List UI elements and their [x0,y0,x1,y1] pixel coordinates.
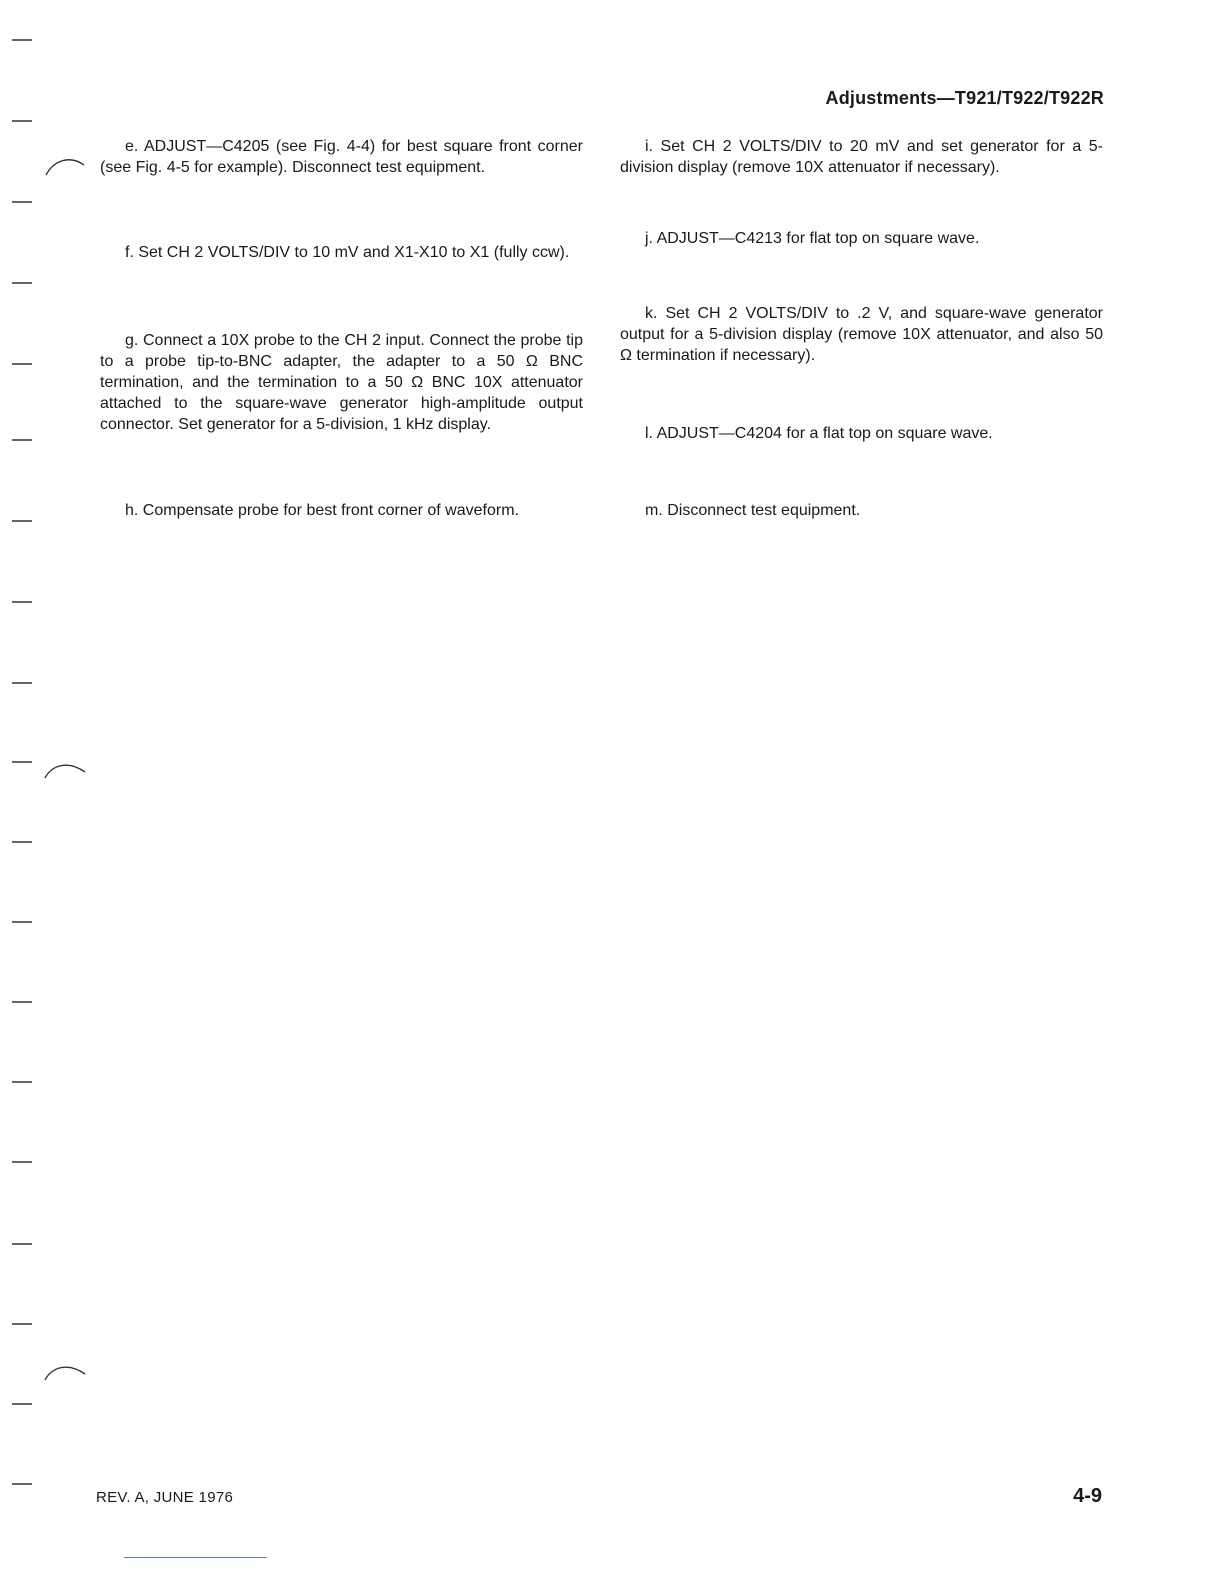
step-j-text: j. ADJUST—C4213 for flat top on square wave. [645,230,980,247]
page-header-title: Adjustments—T921/T922/T922R [825,88,1104,108]
binder-margin-marks [0,0,100,1584]
step-i-text: i. Set CH 2 VOLTS/DIV to 20 mV and set generator for a 5-division display (remove 10X attenuator if necessary). [620,138,1103,176]
step-g-text: g. Connect a 10X probe to the CH 2 input. Connect the probe tip to a probe tip-to-BNC adapter, the adapter to a 50 Ω BNC termination, and the termination to a 50 Ω BNC 10X attenuator attached to the square-wave generator high-amplitude output connector. Set generator for a 5-division, 1 kHz display. [100,332,583,433]
step-e-text: e. ADJUST—C4205 (see Fig. 4-4) for best square front corner (see Fig. 4-5 for example). Disconnect test equipment. [100,138,583,176]
step-m [620,500,1103,521]
step-k [620,303,1103,366]
footer-revision: REV. A, JUNE 1976 [96,1489,234,1506]
step-g [100,330,583,435]
step-l-text: l. ADJUST—C4204 for a flat top on square wave. [645,425,993,442]
step-l [620,423,1103,444]
step-f-text: f. Set CH 2 VOLTS/DIV to 10 mV and X1-X10 to X1 (fully ccw). [125,244,570,261]
step-h-text: h. Compensate probe for best front corner of waveform. [125,502,519,519]
step-e [100,136,583,178]
footer-page-number: 4-9 [1073,1485,1102,1507]
binder-marks-graphic [0,0,100,1584]
step-h [100,500,583,521]
bottom-rule-line [124,1557,267,1558]
step-f [100,242,583,263]
step-j [620,228,1103,249]
step-i [620,136,1103,178]
step-k-text: k. Set CH 2 VOLTS/DIV to .2 V, and square-wave generator output for a 5-division display (remove 10X attenuator, and also 50 Ω termination if necessary). [620,305,1103,364]
step-m-text: m. Disconnect test equipment. [645,502,861,519]
